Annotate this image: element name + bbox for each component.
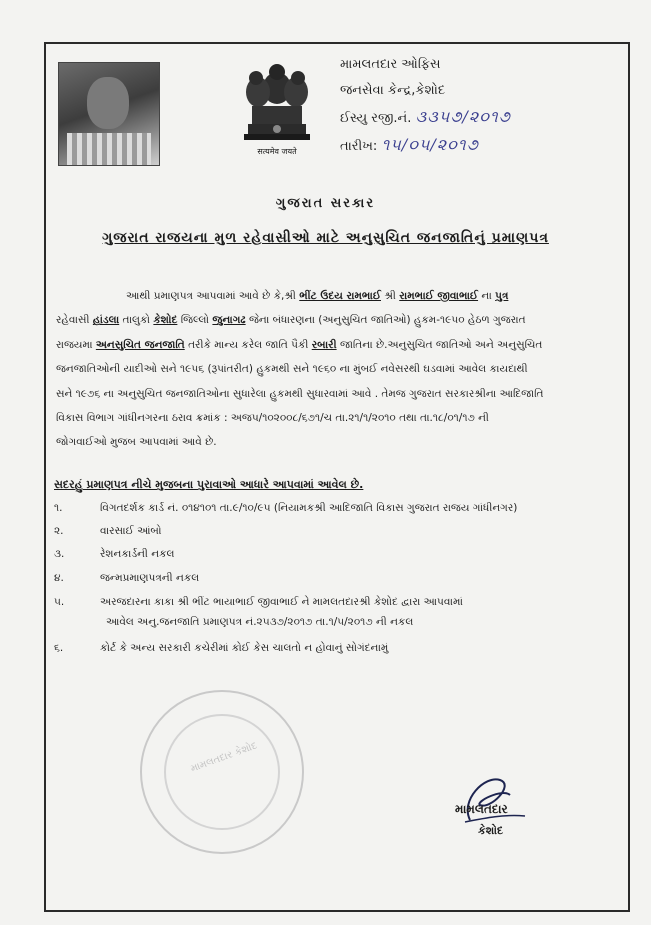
body-line-2 — [56, 308, 612, 332]
national-emblem-icon — [236, 58, 318, 148]
relation: પુત્ર — [495, 290, 509, 302]
body-line-4: જનજાતિઓની યાદીઓ સને ૧૯૫૬ (રૂપાંતરીત) હુકમથી સને ૧૯૬૦ ના મુંબઈ નવેસરથી ઘડવામાં આવેલ કાયદાથી — [56, 363, 528, 376]
body-text-3a: રાજયમા — [56, 338, 96, 351]
office-seal — [140, 690, 304, 854]
item-text: આવેલ અનુ.જનજાતિ પ્રમાણપત્ર નં.૨૫૩૭/૨૦૧૭ તા.૧/૫/૨૦૧૭ ની નકલ — [106, 616, 414, 628]
category-name: અનસુચિત જનજાતિ — [95, 338, 185, 351]
body-text-2a: રહેવાસી — [56, 314, 93, 327]
certificate-body — [56, 284, 612, 455]
applicant-name: ભીંટ ઉદય રામભાઈ — [299, 290, 381, 302]
certificate-title: ગુજરાત રાજયના મુળ રહેવાસીઓ માટે અનુસુચિત જનજાતિનું પ્રમાણપત્ર — [102, 230, 549, 246]
item-number: ૬. — [54, 642, 64, 654]
item-number: ૪. — [54, 572, 64, 584]
item-text: કોર્ટ કે અન્ય સરકારી કચેરીમાં કોઈ કેસ ચાલતો ન હોવાનું સોગંદનામું — [100, 642, 389, 654]
item-number: ૧. — [54, 502, 63, 514]
body-line-7: જોગવાઈઓ મુજબ આપવામાં આવે છે. — [56, 436, 217, 449]
body-line-1 — [56, 284, 612, 308]
office-name: મામલતદાર ઓફિસ — [340, 57, 441, 72]
item-text: જન્મપ્રમાણપત્રની નકલ — [100, 572, 200, 584]
issue-label: ઈસ્યુ રજી.નં. — [340, 111, 412, 126]
office-header — [340, 52, 511, 160]
body-line-3 — [56, 333, 612, 357]
date-row — [340, 132, 511, 160]
item-number: ૩. — [54, 548, 65, 560]
item-number: ૨. — [54, 525, 64, 537]
applicant-photo — [58, 62, 160, 166]
body-text-2c: તાલુકો — [119, 314, 154, 327]
item-number: ૫. — [54, 596, 65, 608]
signatory-title: મામલતદાર — [455, 802, 508, 816]
body-text-2e: જિલ્લો — [177, 314, 213, 327]
district-name: જુનાગઢ — [212, 314, 246, 327]
body-text-3c: તરીકે માન્ય કરેલ જાતિ પૈકી — [184, 338, 312, 351]
issue-number: ૩૩૫૭/૨૦૧૭ — [415, 107, 511, 126]
item-text: વિગતદર્શક કાર્ડ નં. ૦૧૪૧૦૧ તા.૯/૧૦/૯૫ (નિયામકશ્રી આદિજાતિ વિકાસ ગુજરાત રાજય ગાંધીનગર) — [100, 502, 518, 514]
caste-name: રબારી — [311, 338, 337, 351]
issue-row — [340, 104, 511, 132]
body-text-1a: આથી પ્રમાણપત્ર આપવામાં આવે છે કે,શ્રી — [126, 290, 300, 302]
village-name: હાંડલા — [92, 314, 120, 327]
office-center: જનસેવા કેન્દ્ર,કેશોદ — [340, 83, 446, 98]
government-title: ગુજરાત સરકાર — [275, 196, 376, 211]
signatory-place: કેશોદ — [478, 824, 504, 837]
body-text-1e: ના — [478, 290, 496, 302]
issue-date: ૧૫/૦૫/૨૦૧૭ — [381, 135, 479, 154]
emblem-motto: सत्यमेव जयते — [257, 147, 297, 156]
item-text: વારસાઈ આંબો — [100, 525, 162, 537]
body-text-3e: જાતિના છે.અનુસુચિત જાતિઓ અને અનુસુચિત — [336, 338, 543, 351]
date-label: તારીખ: — [340, 139, 378, 154]
father-name: રામભાઈ જીવાભાઈ — [399, 290, 479, 302]
evidence-heading: સદરહું પ્રમાણપત્ર નીચે મુજબના પુરાવાઓ આધારે આપવામાં આવેલ છે. — [54, 478, 364, 491]
item-text: રેશનકાર્ડની નકલ — [100, 548, 175, 560]
body-line-6: વિકાસ વિભાગ ગાંધીનગરના ઠરાવ ક્રમાંક : અજપ/૧૦૨૦૦૮/૬૭૧/ચ તા.૨૧/૧/૨૦૧૦ તથા તા.૧૮/૦૧/૧૭ ની — [56, 412, 489, 425]
seal-text: મામલતદાર કેશોદ — [189, 740, 259, 775]
photo-face — [87, 77, 129, 129]
taluka-name: કેશોદ — [153, 314, 178, 327]
body-text-2g: જેના બંધારણના (અનુસુચિત જાતિઓ) હુકમ-૧૯૫૦ હેઠળ ગુજરાત — [245, 314, 526, 327]
body-line-5: સને ૧૯૭૬ ના અનુસુચિત જનજાતિઓના સુધારેલા હુકમથી સુધારવામાં આવે . તેમજ ગુજરાત સરકારશ્રીના આદિજાતિ — [56, 387, 544, 400]
body-text-1c: શ્રી — [381, 290, 400, 302]
item-text: અરજદારના કાકા શ્રી ભીંટ ભાયાભાઈ જીવાભાઈ ને મામલતદારશ્રી કેશોદ દ્વારા આપવામાં — [100, 596, 463, 608]
photo-shirt — [67, 133, 151, 165]
